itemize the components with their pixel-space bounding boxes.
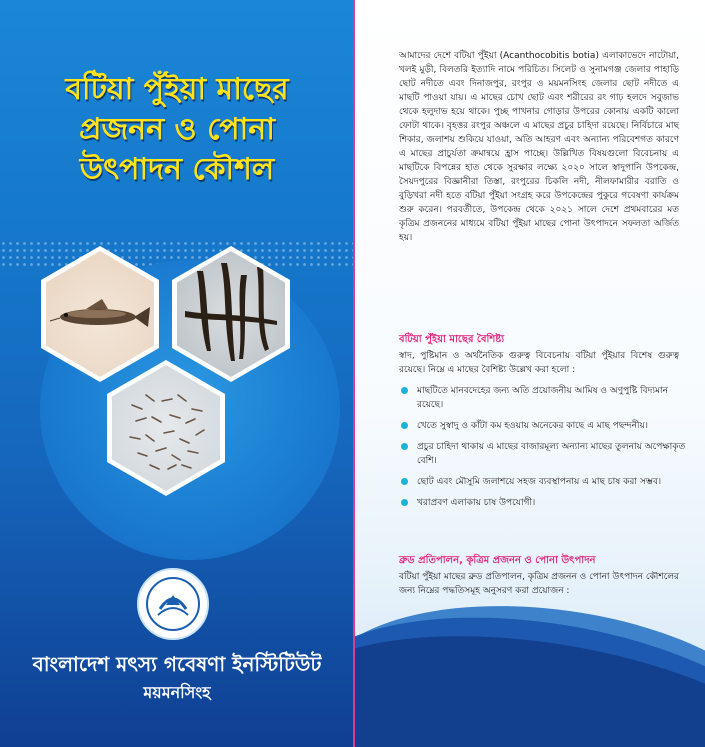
feature-text: প্রচুর চাহিদা থাকায় এ মাছের বাজারমূল্য অন্যান্য মাছের তুলনায় অপেক্ষাকৃত বেশি। [417,442,686,466]
feature-text: খেতে সুস্বাদু ও কাঁটা কম হওয়ায় অনেকের কাছে এ মাছ পছন্দনীয়। [417,421,648,431]
list-item [399,419,689,433]
bullet-icon [401,478,408,485]
institute-name: বাংলাদেশ মৎস্য গবেষণা ইনস্টিটিউট [32,652,322,676]
institute-logo [137,568,209,640]
content-panel [355,0,705,747]
features-heading: বটিয়া পুঁইয়া মাছের বৈশিষ্ট্য [399,334,505,345]
feature-text: খরাপ্রবণ এলাকায় চাষ উপযোগী। [417,498,536,508]
bullet-icon [401,443,408,450]
fish-group-image [177,251,285,377]
feature-text: ছোট এবং মৌসুমি জলাশয়ে সহজ ব্যবস্থাপনায় এ মাছ চাষ করা সম্ভব। [417,477,662,487]
cover-title-line-3: উৎপাদন কৌশল [79,152,275,187]
brood-heading: ব্রুড প্রতিপালন, কৃত্রিম প্রজনন ও পোনা উৎপাদন [399,555,596,566]
logo-emblem-icon [148,579,198,629]
list-item [399,384,689,412]
single-fish-image [46,251,154,377]
list-item [399,475,689,489]
cover-title [20,70,334,190]
list-item [399,440,689,468]
features-list [399,384,689,517]
brood-paragraph: বটিয়া পুঁইয়া মাছের ব্রুড প্রতিপালন, কৃত্রিম প্রজনন ও পোনা উৎপাদন কৌশলের জন্য নিম্নের পদ্ধতিসমূহ অনুসরণ করা প্রয়োজন : [399,572,679,596]
institute-city: ময়মনসিংহ [143,683,211,702]
cover-title-line-2: প্রজনন ও পোনা [79,112,275,147]
list-item [399,496,689,510]
cover-title-line-1: বটিয়া পুঁইয়া মাছের [65,72,289,107]
bullet-icon [401,387,408,394]
feature-text: মাছটিতে মানবদেহের জন্য অতি প্রয়োজনীয় আমিষ ও অণুপুষ্টি বিদ্যমান রয়েছে। [417,386,668,410]
features-intro: স্বাদ, পুষ্টিমান ও অর্থনৈতিক গুরুত্ব বিবেচনায় বটিয়া পুঁইয়ার বিশেষ গুরুত্ব রয়েছে। নিম্নে এ মাছের বৈশিষ্ট্য উল্লেখ করা হলো : [399,351,679,375]
intro-paragraph: আমাদের দেশে বটিয়া পুঁইয়া (Acanthocobitis botia) এলাকাভেদে নাটোয়া, খলই মুড়ী, বিলতরি ইত্যাদি নামে পরিচিত। সিলেট ও সুনামগঞ্জ জেলার পাহাড়ি ছোট নদীতে এবং দিনাজপুর, রংপুর ও ময়মনসিংহ জেলার ছোট নদীতে এ মাছটি পাওয়া যায়। এ মাছের চোখ ছোট এবং শরীরের রং গাঢ় হলদে সবুজাভ থেকে হলুদাভ হয়ে থাকে। পুচ্ছ পাখনার গোড়ার উপরের কোনায় একটি কালো ফোটা থাকে। বৃহত্তর রংপুর অঞ্চলে এ মাছের প্রচুর চাহিদা রয়েছে। নির্বিচারে মাছ শিকার, জলাশয় শুকিয়ে যাওয়া, অতি আহরণ এবং অন্যান্য পরিবেশগত কারণে এ মাছের প্রাচুর্যতা ক্রমান্বয়ে হ্রাস পাচ্ছে। উল্লিখিত বিষয়গুলো বিবেচনায় এ মাছটিকে বিপন্নের হাত থেকে সুরক্ষার লক্ষ্যে ২০২০ সালে স্বাদুপানি উপকেন্দ্র, সৈয়দপুরের বিজ্ঞানীরা তিস্তা, রংপুরের চিকলি নদী, নীলফামারীর বরাতি ও বুড়িখরা নদী হতে বটিয়া পুঁইয়া সংগ্রহ করে উপকেন্দ্রের পুকুরে গবেষণা কার্যক্রম শুরু করেন। পরবর্তীতে, উপকেন্দ্র থেকে ২০২১ সালে দেশে প্রথমবারের মত কৃত্রিম প্রজননের মাধ্যমে বটিয়া পুঁইয়া মাছের পোনা উৎপাদনে সফলতা অর্জিত হয়। [399,51,679,243]
bullet-icon [401,422,408,429]
bullet-icon [401,499,408,506]
fingerlings-image [112,365,220,491]
